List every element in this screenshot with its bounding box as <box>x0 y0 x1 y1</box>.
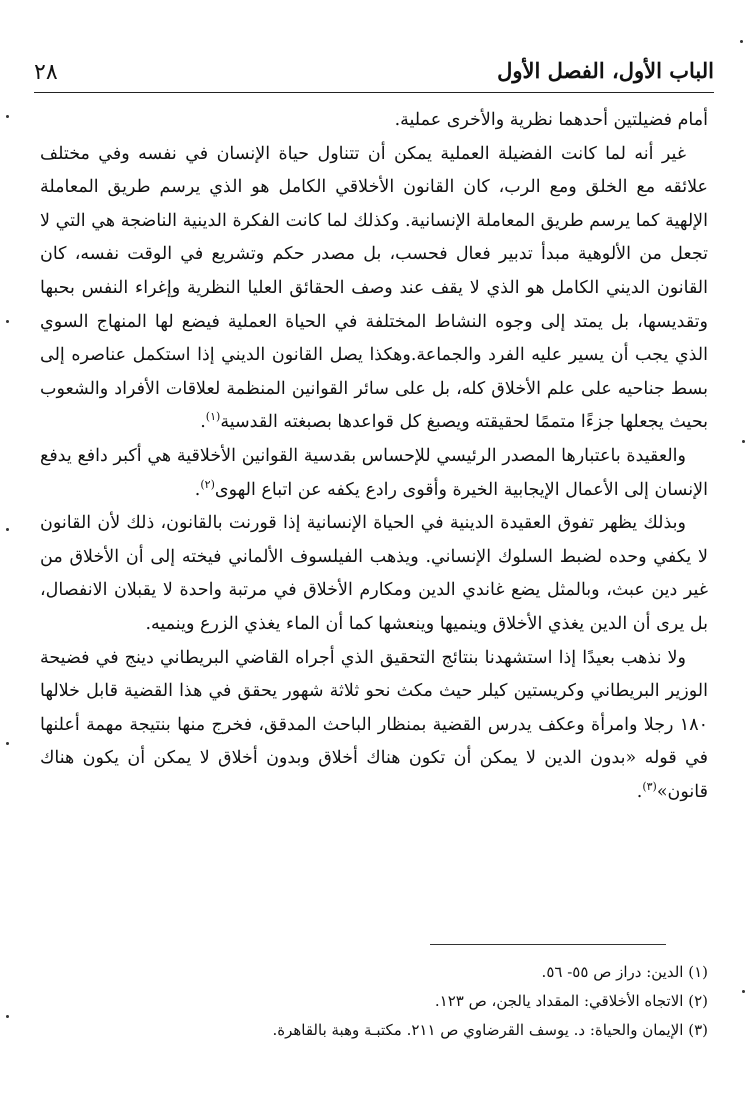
paragraph-2: غير أنه لما كانت الفضيلة العملية يمكن أن تتناول حياة الإنسان في نفسه وفي مختلف علائقه مع الخلق ومع الرب، كان القانون الأخلاقي الكامل هو الذي يرسم طريق المعاملة الإلهية كما يرسم طريق المعاملة الإنسانية. وكذلك لما كانت الفكرة الدينية الناضجة هي التي لا تجعل من الألوهية مبدأ تدبير فعال فحسب، بل مصدر حكم وتشريع في الوقت نفسه، كان القانون الديني الكامل هو الذي لا يقف عند وصف الحقائق العليا النظرية وإغراء النفس بحبها وتقديسها، بل يمتد إلى وجوه النشاط المختلفة في الحياة العملية فيضع لها المنهاج السوي الذي يجب أن يسير عليه الفرد والجماعة.وهكذا يصل القانون الديني إذا استكمل عناصره إلى بسط جناحيه على علم الأخلاق كله، بل على سائر القوانين المنظمة لعلاقات الأفراد والشعوب بحيث يجعلها جزءًا متممًا لحقيقته ويصبغ كل قواعدها بصبغته القدسية$^{(١)}$. <box>40 143 708 433</box>
scan-mark <box>740 40 743 43</box>
scan-mark <box>742 440 745 443</box>
footnote-ref-3: (٣) <box>642 780 657 794</box>
paragraph-5: ولا نذهب بعيدًا إذا استشهدنا بنتائج التحقيق الذي أجراه القاضي البريطاني دينج في فضيحة الوزير البريطاني وكريستين كيلر حيث مكث نحو ثلاثة شهور يحقق في هذا القضية قابل خلالها ١٨٠ رجلا وامرأة وعكف يدرس القضية بمنظار الباحث المدقق، فخرج منها بنتيجة مهمة أعلنها في قوله «بدون الدين لا يمكن أن تكون هناك أخلاق وبدون أخلاق لا يمكن أن يكون هناك قانون»$^{(٣)}$. <box>40 647 708 802</box>
scan-mark <box>6 742 9 745</box>
footnote-separator <box>430 944 666 945</box>
footnote-ref-1: (١) <box>205 410 221 424</box>
paragraph-4: وبذلك يظهر تفوق العقيدة الدينية في الحياة الإنسانية إذا قورنت بالقانون، ذلك لأن القانون لا يكفي وحده لضبط السلوك الإنساني. ويذهب الفيلسوف الألماني فيخته إلى أن الأخلاق من غير دين عبث، وبالمثل يضع غاندي الدين ومكارم الأخلاق في مرتبة واحدة لا يقبلان الانفصال، بل يرى أن الدين يغذي الأخلاق وينميها وينعشها كما أن الماء يغذي الزرع وينميه. <box>40 513 708 634</box>
footnotes <box>40 958 708 1045</box>
footnote-3: (٣) الإيمان والحياة: د. يوسف القرضاوي ص ٢١١. مكتبـة وهبة بالقاهرة. <box>272 1021 708 1039</box>
footnote-2: (٢) الاتجاه الأخلاقي: المقداد يالجن، ص ١٢٣. <box>434 992 708 1010</box>
footnote-ref-2: (٢) <box>200 477 215 491</box>
scan-mark <box>6 115 9 118</box>
paragraph-3: والعقيدة باعتبارها المصدر الرئيسي للإحساس بقدسية القوانين الأخلاقية هي أكبر دافع يدفع الإنسان إلى الأعمال الإيجابية الخيرة وأقوى رادع يكفه عن اتباع الهوى$^{(٢)}$. <box>40 445 708 500</box>
scan-mark <box>6 528 9 531</box>
page-number: ٢٨ <box>34 60 58 85</box>
scan-mark <box>6 320 9 323</box>
scan-mark <box>742 990 745 993</box>
paragraph-1: أمام فضيلتين أحدهما نظرية والأخرى عملية. <box>394 110 708 130</box>
page-header <box>34 58 714 93</box>
scan-mark <box>6 1015 9 1018</box>
body-text <box>40 104 708 809</box>
running-title: الباب الأول، الفصل الأول <box>497 58 714 83</box>
footnote-1: (١) الدين: دراز ص ٥٥- ٥٦. <box>541 963 708 981</box>
